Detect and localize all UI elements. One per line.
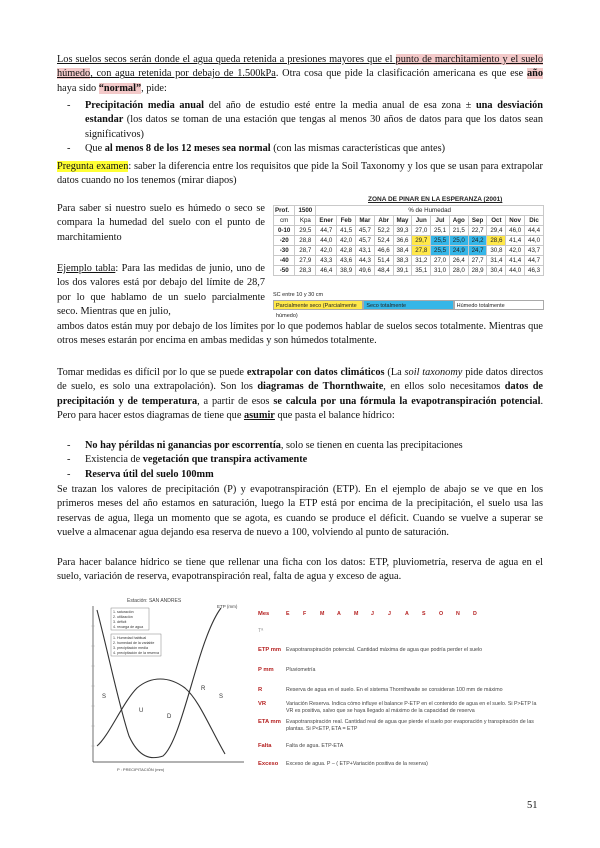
table-cell: -30	[274, 246, 295, 256]
table-cell: 38,3	[393, 256, 412, 266]
balance-key: ETP mm	[258, 647, 282, 653]
legend-dry: Seco totalmente	[363, 300, 453, 310]
humidity-table	[273, 196, 544, 319]
table-cell: 28,3	[295, 266, 316, 276]
month-label: J	[371, 611, 374, 617]
text-span: , a partir de esos	[197, 395, 274, 407]
exam-label: Pregunta examen	[57, 161, 129, 172]
balance-desc: Evapotranspiración real. Cantidad real de agua que pierde el suelo por evaporación y transpiración de las plantas. Si P<ETP, ETA = ETP	[286, 719, 534, 732]
list-item-text: Existencia de	[85, 454, 143, 466]
table-cell: 44,4	[525, 226, 544, 236]
balance-key: VR	[258, 701, 267, 707]
paragraph-4: Se trazan los valores de precipitación (P) y evapotranspiración (ETP). En el ejemplo de abajo se ve que en los primeros meses del año estamos en saturación, luego la ETP está por encima de la precipitación, el suelo usa las reservas de agua, llega un momento que se agota, es cuando se produce el déficit. Cuando se vuelve a superar se vuelve a almacenar agua dejando esa reserva de nuevo a 100, volviendo al punto de saturación.	[57, 484, 543, 539]
intro-e: año	[526, 68, 544, 80]
month-label: A	[337, 611, 341, 617]
month-label: D	[473, 611, 477, 617]
chart-legend-2: 2. utilización	[113, 615, 133, 619]
chart-legend-1: 1. saturación	[113, 610, 134, 614]
balance-key: P mm	[258, 667, 274, 673]
table-cell: 24,9	[449, 246, 468, 256]
table-cell: 29,4	[487, 226, 506, 236]
table-cell: 46,4	[316, 266, 337, 276]
table-cell: 30,4	[487, 266, 506, 276]
list-item-text: Que	[85, 143, 105, 155]
table-cell: 31,4	[487, 256, 506, 266]
legend-humid: Húmedo totalmente	[454, 300, 544, 310]
text-bold: asumir	[243, 410, 275, 422]
table-cell: 25,1	[431, 226, 450, 236]
text-span: Tomar medidas es difícil por lo que se puede	[57, 367, 247, 378]
month-label: M	[320, 611, 325, 617]
table-cell: 24,2	[468, 236, 487, 246]
table-cell: 41,4	[506, 256, 525, 266]
example-label: Ejemplo tabla	[57, 263, 116, 274]
table-cell: 43,1	[356, 246, 375, 256]
balance-desc: Pluviometría	[286, 667, 316, 673]
list-item	[57, 468, 543, 482]
humidity-grid	[273, 205, 544, 276]
list-item	[57, 453, 543, 467]
header-cell: % de Humedad	[316, 206, 544, 216]
month-label: E	[286, 611, 290, 617]
chart-etp-label: ETP (mm)	[217, 604, 238, 609]
temperature-label: Tª	[258, 628, 264, 634]
table-cell: 25,5	[431, 236, 450, 246]
intro-h: , pide:	[141, 82, 167, 94]
balance-key: Falta	[258, 743, 272, 749]
zone-u: U	[139, 708, 144, 714]
text-bold: se calcula por una fórmula la evapotranspiración potencial	[273, 395, 541, 407]
header-cell: Kpa	[295, 216, 316, 226]
header-cell: Abr	[374, 216, 393, 226]
table-legend	[273, 300, 544, 319]
header-cell: Jul	[431, 216, 450, 226]
month-label: M	[354, 611, 359, 617]
table-cell: 25,5	[431, 246, 450, 256]
text-bold: extrapolar con datos climáticos	[246, 367, 385, 378]
table-cell: 28,8	[295, 236, 316, 246]
list-item-text: , solo se tienen en cuenta las precipitaciones	[280, 440, 463, 451]
table-cell: 29,5	[295, 226, 316, 236]
requirements-list	[57, 99, 543, 157]
text-bold: datos de precipitación y de temperatura	[57, 381, 543, 407]
table-title: ZONA DE PINAR EN LA ESPERANZA (2001)	[368, 196, 503, 203]
table-cell: 41,5	[337, 226, 356, 236]
header-cell: Mar	[356, 216, 375, 226]
list-item-bold: Reserva útil del suelo 100mm	[85, 468, 214, 480]
table-cell: 43,7	[525, 246, 544, 256]
balance-key: ETA mm	[258, 719, 281, 725]
table-cell: 31,0	[431, 266, 450, 276]
list-item	[57, 439, 543, 453]
list-item-text: del año de estudio esté entre la media anual de esa zona ±	[204, 100, 476, 111]
table-cell: 46,0	[506, 226, 525, 236]
list-item-text: (los datos se toman de una estación que tengas al menos 30 años de datos para que los datos sean significativos)	[85, 114, 543, 140]
month-label: A	[405, 611, 409, 617]
assumptions-list	[57, 439, 543, 482]
chart-legend-7: 3. precipitación media	[113, 646, 148, 650]
header-cell: Prof.	[274, 206, 295, 216]
intro-paragraph	[57, 53, 543, 96]
header-cell: May	[393, 216, 412, 226]
exam-text: : saber la diferencia entre los requisitos que pide la Soil Taxonomy y los que se usan para extrapolar datos cuando no los tenemos (mirar diapos)	[57, 161, 543, 187]
table-cell: 44,0	[525, 236, 544, 246]
balance-key: R	[258, 687, 263, 693]
zone-s1: S	[102, 694, 107, 700]
table-cell: 49,6	[356, 266, 375, 276]
balance-desc: Reserva de agua en el suelo. En el sistema Thornthwaite se consideran 100 mm de máximo	[286, 687, 503, 693]
month-label: J	[388, 611, 391, 617]
table-cell: 42,0	[337, 236, 356, 246]
table-cell: 41,4	[506, 236, 525, 246]
example-text: : Para las medidas de junio, uno de los dos valores está por debajo del límite de 28,7 por lo que hablamo de un suelo parcialmente seco. Mientras que en julio,	[57, 263, 265, 318]
table-cell: 44,7	[525, 256, 544, 266]
table-cell: -40	[274, 256, 295, 266]
header-cell: cm	[274, 216, 295, 226]
list-item-bold: al menos 8 de los 12 meses sea normal	[104, 143, 271, 155]
header-cell: 1500	[295, 206, 316, 216]
zone-s2: S	[219, 694, 224, 700]
table-cell: 29,7	[412, 236, 431, 246]
zone-d: D	[167, 714, 172, 720]
table-row	[274, 256, 544, 266]
chart-legend-8: 4. precipitación de la reserva	[113, 651, 159, 655]
balance-desc: Variación Reserva. Indica cómo influye el balance P-ETP en el contenido de agua en el suelo. Si P>ETP la VR es positiva, salvo que se haya llegado al máximo de la capacidad de reserva	[286, 701, 537, 714]
table-cell: 30,8	[487, 246, 506, 256]
side-paragraph-2	[57, 262, 265, 320]
table-cell: 52,2	[374, 226, 393, 236]
table-cell: 48,4	[374, 266, 393, 276]
precipitation-curve	[97, 608, 224, 758]
list-item-bold: vegetación que transpira activamente	[142, 454, 308, 466]
table-cell: 51,4	[374, 256, 393, 266]
table-cell: 27,8	[412, 246, 431, 256]
table-cell: 45,7	[356, 236, 375, 246]
list-item-bold: Precipitación media anual	[85, 100, 205, 111]
intro-b: punto de marchitamiento y el suelo húmedo	[57, 54, 543, 80]
thornthwaite-chart	[89, 596, 249, 772]
month-label: F	[303, 611, 307, 617]
header-cell: Feb	[337, 216, 356, 226]
chart-svg	[89, 596, 249, 776]
balance-desc: Exceso de agua. P – ( ETP+Variación positiva de la reserva)	[286, 761, 428, 767]
table-cell: 45,7	[356, 226, 375, 236]
months-label: Mes	[258, 611, 270, 617]
table-cell: 42,8	[337, 246, 356, 256]
table-cell: 27,7	[468, 256, 487, 266]
table-cell: -20	[274, 236, 295, 246]
table-cell: 31,2	[412, 256, 431, 266]
table-cell: 26,4	[449, 256, 468, 266]
table-cell: 38,4	[393, 246, 412, 256]
header-cell: Ener	[316, 216, 337, 226]
table-cell: 44,7	[316, 226, 337, 236]
text-span: . Pero para hacer estos diagramas de tiene que	[57, 395, 544, 422]
list-item	[57, 142, 543, 156]
list-item-text: (con las mismas características que antes)	[270, 143, 446, 155]
intro-d: . Otra cosa que pide la clasificación americana es que ese	[275, 68, 527, 80]
list-item	[57, 99, 543, 142]
text-span: que pasta el balance hídrico:	[274, 410, 395, 422]
table-cell: 27,9	[295, 256, 316, 266]
table-cell: -50	[274, 266, 295, 276]
chart-bottom-label: P : PRECIPITACIÓN (mm)	[117, 767, 165, 772]
table-cell: 27,0	[431, 256, 450, 266]
text-bold: diagramas de Thornthwaite	[257, 381, 384, 393]
header-cell: Nov	[506, 216, 525, 226]
table-cell: 35,1	[412, 266, 431, 276]
table-cell: 22,7	[468, 226, 487, 236]
balance-desc: Evapotranspiración potencial. Cantidad máxima de agua que podría perder el suelo	[286, 647, 483, 653]
table-body	[274, 226, 544, 276]
water-balance-table	[258, 603, 548, 779]
months-list	[286, 611, 544, 618]
table-cell: 39,3	[393, 226, 412, 236]
table-cell: 42,0	[316, 246, 337, 256]
table-cell: 42,0	[506, 246, 525, 256]
chart-legend-6: 2. humedad de la variable	[113, 641, 155, 645]
text-italic: soil taxonomy	[404, 367, 463, 378]
chart-legend-5: 1. Humedad habitual	[113, 636, 147, 640]
month-label: N	[456, 611, 460, 617]
table-cell: 28,7	[295, 246, 316, 256]
table-cell: 28,0	[449, 266, 468, 276]
table-cell: 43,6	[337, 256, 356, 266]
table-note: SC entre 10 y 30 cm	[273, 292, 324, 298]
table-cell: 38,9	[337, 266, 356, 276]
text-span: pide datos directos de suelo, es solo una extrapolación). Son los	[57, 367, 543, 393]
header-cell: Sep	[468, 216, 487, 226]
table-header-row	[274, 216, 544, 226]
thornthwaite-paragraph	[57, 366, 543, 424]
header-cell: Dic	[525, 216, 544, 226]
month-label: S	[422, 611, 426, 617]
header-cell: Ago	[449, 216, 468, 226]
table-cell: 24,7	[468, 246, 487, 256]
table-cell: 39,1	[393, 266, 412, 276]
zone-r: R	[201, 686, 206, 692]
paragraph-5: Para hacer balance hídrico se tiene que rellenar una ficha con los datos: ETP, pluviometría, reserva de agua en el suelo, variación de reserva, evapotranspiración real, falta de agua y exceso de agua.	[57, 557, 543, 583]
table-cell: 28,6	[487, 236, 506, 246]
legend-partial: Parcialmente seco (Parcialmente húmedo)	[273, 300, 363, 310]
header-cell: Jun	[412, 216, 431, 226]
side-paragraph-1: Para saber si nuestro suelo es húmedo o seco se compara la humedad del suelo con el punto de marchitamiento	[57, 203, 265, 243]
table-cell: 44,0	[506, 266, 525, 276]
table-row	[274, 246, 544, 256]
table-cell: 43,3	[316, 256, 337, 266]
chart-legend-3: 3. déficit	[113, 620, 127, 624]
page-number: 51	[527, 800, 538, 811]
table-cell: 44,0	[316, 236, 337, 246]
table-cell: 27,0	[412, 226, 431, 236]
table-row	[274, 226, 544, 236]
intro-g: “normal”	[98, 82, 142, 94]
side-paragraph-2-cont: ambos datos están muy por debajo de los límites por lo que podemos hablar de suelos secos totalmente. Mientras que otros meses estarán por encima en ambas medidas y son húmedos totalmente.	[57, 321, 543, 347]
list-item-bold: una desviación estandar	[85, 100, 543, 126]
chart-station: Estación: SAN ANDRES	[127, 598, 182, 604]
table-row	[274, 266, 544, 276]
table-cell: 21,5	[449, 226, 468, 236]
table-row	[274, 236, 544, 246]
balance-key: Exceso	[258, 761, 279, 767]
intro-f: haya sido	[57, 82, 99, 94]
table-cell: 46,3	[525, 266, 544, 276]
intro-a: Los suelos secos serán donde el agua queda retenida a presiones mayores que el	[57, 54, 396, 65]
list-item-bold: No hay périldas ni ganancias por escorrentía	[85, 440, 281, 451]
table-cell: 44,3	[356, 256, 375, 266]
table-cell: 28,9	[468, 266, 487, 276]
table-cell: 52,4	[374, 236, 393, 246]
table-cell: 46,6	[374, 246, 393, 256]
month-label: O	[439, 611, 444, 617]
chart-legend-4: 4. recarga de agua	[113, 625, 144, 629]
table-cell: 0-10	[274, 226, 295, 236]
balance-desc: Falta de agua. ETP-ETA	[286, 743, 344, 749]
table-cell: 25,0	[449, 236, 468, 246]
text-span: (La	[384, 367, 405, 378]
table-cell: 36,6	[393, 236, 412, 246]
intro-c: , con agua retenida por debajo de 1.500kPa	[90, 68, 276, 80]
exam-paragraph	[57, 160, 543, 189]
header-cell: Oct	[487, 216, 506, 226]
table-header-row	[274, 206, 544, 216]
text-span: , en ellos solo necesitamos	[383, 381, 505, 393]
